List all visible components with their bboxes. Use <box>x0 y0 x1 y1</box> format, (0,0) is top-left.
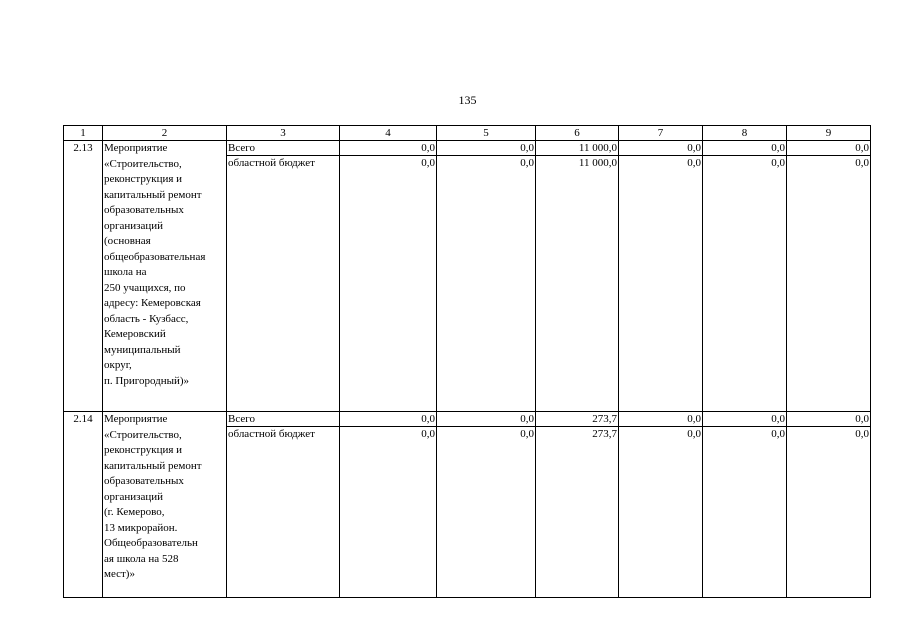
value-cell: 0,0 <box>340 427 437 443</box>
value-cell: 273,7 <box>536 427 619 443</box>
column-header: 7 <box>619 126 703 141</box>
value-cell: 0,0 <box>437 427 536 443</box>
column-header: 4 <box>340 126 437 141</box>
item-code: 2.13 <box>64 141 103 412</box>
column-header: 9 <box>787 126 871 141</box>
column-header: 6 <box>536 126 619 141</box>
item-code: 2.14 <box>64 412 103 598</box>
item-description: Мероприятие «Строительство, реконструкция и капитальный ремонт образовательных организаций (г. Кемерово, 13 микрорайон. Общеобразовательн ая школа на 528 мест)» <box>103 412 227 598</box>
budget-table <box>63 125 871 598</box>
value-cell: 0,0 <box>340 141 437 156</box>
value-cell: 0,0 <box>437 156 536 172</box>
value-cell: 11 000,0 <box>536 141 619 156</box>
funding-source: областной бюджет <box>227 427 340 443</box>
value-cell: 0,0 <box>619 156 703 172</box>
item-description: Мероприятие «Строительство, реконструкция и капитальный ремонт образовательных организаций (основная общеобразовательная школа на 250 учащихся, по адресу: Кемеровская область - Кузбасс, Кемеровский муниципальный округ, п. Пригородный)» <box>103 141 227 412</box>
funding-source: областной бюджет <box>227 156 340 172</box>
value-cell: 0,0 <box>703 156 787 172</box>
value-cell: 0,0 <box>340 412 437 427</box>
column-header: 5 <box>437 126 536 141</box>
value-cell: 273,7 <box>536 412 619 427</box>
page-number: 135 <box>458 93 477 107</box>
value-cell: 0,0 <box>437 412 536 427</box>
value-cell: 0,0 <box>787 412 871 427</box>
table-row <box>64 412 871 427</box>
column-header: 3 <box>227 126 340 141</box>
value-cell: 0,0 <box>787 427 871 443</box>
column-header: 8 <box>703 126 787 141</box>
table-row <box>64 141 871 156</box>
value-cell: 0,0 <box>703 141 787 156</box>
funding-source: Всего <box>227 141 340 156</box>
column-header: 2 <box>103 126 227 141</box>
value-cell: 0,0 <box>619 412 703 427</box>
value-cell: 0,0 <box>787 141 871 156</box>
value-cell: 0,0 <box>787 156 871 172</box>
funding-source: Всего <box>227 412 340 427</box>
column-header: 1 <box>64 126 103 141</box>
value-cell: 0,0 <box>703 412 787 427</box>
value-cell: 11 000,0 <box>536 156 619 172</box>
value-cell: 0,0 <box>437 141 536 156</box>
value-cell: 0,0 <box>619 141 703 156</box>
value-cell: 0,0 <box>619 427 703 443</box>
value-cell: 0,0 <box>340 156 437 172</box>
value-cell: 0,0 <box>703 427 787 443</box>
header-row <box>64 126 871 141</box>
